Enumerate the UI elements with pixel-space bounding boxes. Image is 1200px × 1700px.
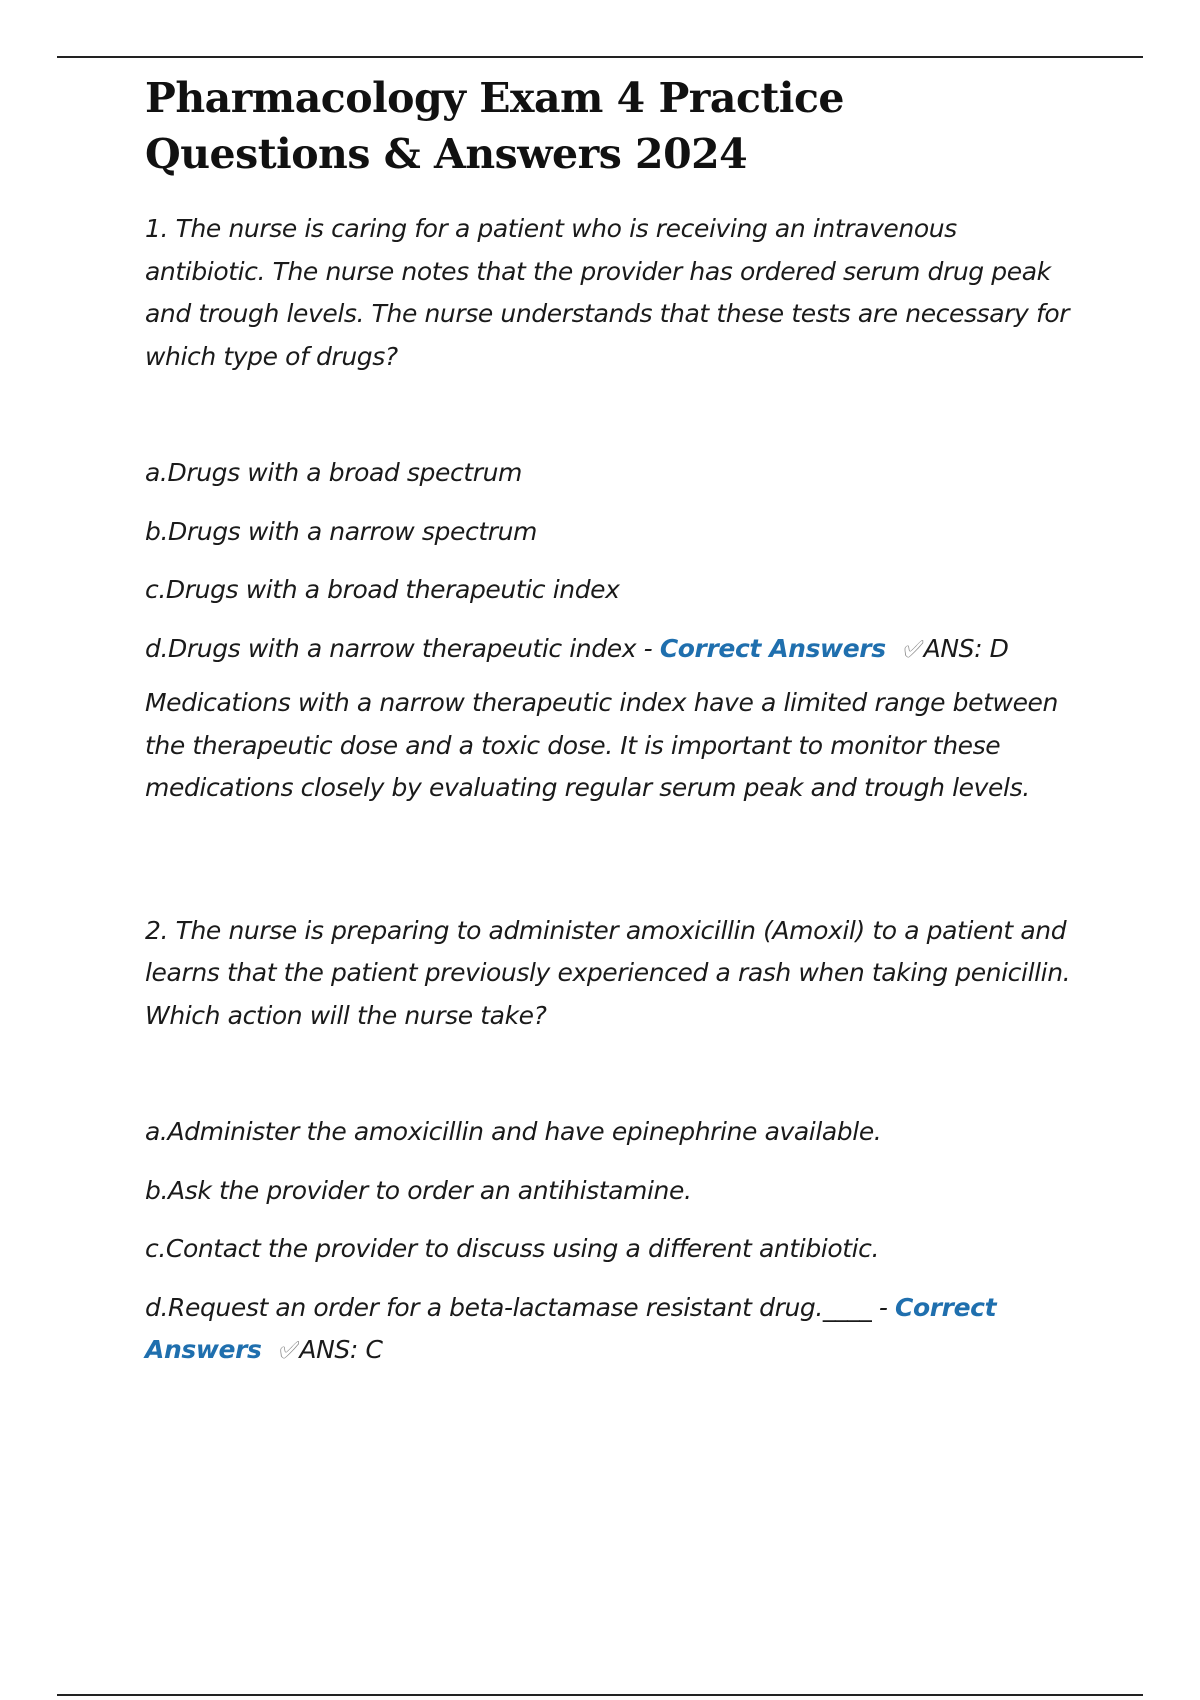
question-2-answer: ANS: C [299, 1335, 383, 1364]
question-2-option-c: c.Contact the provider to discuss using a different antibiotic. [145, 1234, 880, 1263]
top-rule [57, 56, 1143, 58]
check-circle-icon: ✅︎ [279, 1336, 300, 1364]
document-body [145, 70, 1075, 1388]
question-1-option-c: c.Drugs with a broad therapeutic index [145, 575, 620, 604]
question-2-option-d [145, 1287, 1075, 1372]
question-1-option-a: a.Drugs with a broad spectrum [145, 458, 523, 487]
question-2-option-a: a.Administer the amoxicillin and have epinephrine available. [145, 1117, 882, 1146]
question-1-option-d-text: d.Drugs with a narrow therapeutic index - [145, 633, 660, 663]
question-1-stem: 1. The nurse is caring for a patient who is receiving an intravenous antibiotic. The nurse notes that the provider has ordered serum drug peak and trough levels. The nurse understands that these tests are necessary for which type of drugs? [145, 214, 1070, 371]
question-1-option-d [145, 628, 1075, 671]
question-2-option-b: b.Ask the provider to order an antihistamine. [145, 1175, 692, 1205]
correct-answers-label: Correct Answers [659, 633, 886, 663]
document-title: Pharmacology Exam 4 Practice Questions & Answers 2024 [145, 74, 844, 178]
question-2 [145, 910, 1075, 1372]
question-1 [145, 208, 1075, 810]
bottom-rule [57, 1694, 1143, 1696]
question-2-stem: 2. The nurse is preparing to administer amoxicillin (Amoxil) to a patient and learns that the patient previously experienced a rash when taking penicillin. Which action will the nurse take? [145, 915, 1071, 1030]
question-2-option-d-text: d.Request an order for a beta-lactamase resistant drug.____ - [145, 1292, 896, 1322]
question-1-explanation: Medications with a narrow therapeutic index have a limited range between the therapeutic dose and a toxic dose. It is important to monitor these medications closely by evaluating regular serum peak and trough levels. [145, 688, 1058, 802]
question-1-option-b: b.Drugs with a narrow spectrum [145, 516, 537, 546]
question-1-answer: ANS: D [923, 633, 1009, 663]
check-circle-icon: ✅︎ [903, 634, 924, 663]
correct-answers-label: Correct Answers [145, 1292, 997, 1364]
